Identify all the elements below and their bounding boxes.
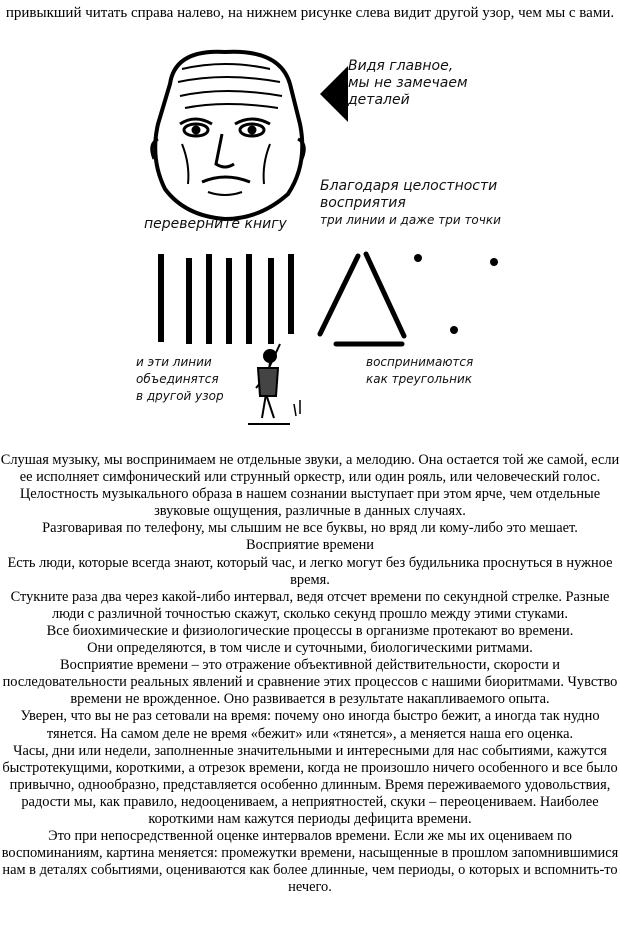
paragraph: Стукните раза два через какой-либо интервал, ведя отсчет времени по секундной стрелке. Разные люди с различной точностью скажут, сколько секунд прошло между этими стуками. (10, 588, 610, 622)
paragraph: Часы, дни или недели, заполненные значительными и интересными для нас событиями, кажутся быстротекущими, короткими, а отрезок времени, когда не произошло ничего особенного и все было привычно, однообразно, представляется особенно длинным. Время переживаемого удовольствия, радости мы, как правило, недооцениваем, а неприятностей, скуки – переоцениваем. Наиболее короткими нам кажутся периоды дефицита времени. (2, 742, 618, 827)
section-heading: Восприятие времени (245, 537, 374, 554)
caption-main-line-1: Видя главное, (348, 58, 454, 74)
caption-main (348, 58, 468, 109)
caption-integrity-line-3: три линии и даже три точки (320, 213, 501, 227)
caption-triangle (366, 354, 473, 388)
three-dots (414, 254, 498, 334)
paragraph: Они определяются, в том числе и суточными, биологическими ритмами. (87, 640, 533, 657)
intro-line: привыкший читать справа налево, на нижнем рисунке слева видит другой узор, чем мы с вами. (5, 5, 615, 21)
caption-lines-line-3: в другой узор (136, 389, 224, 403)
caption-lines (136, 354, 224, 405)
man-figure (248, 344, 300, 424)
caption-main-line-2: мы не замечаем (348, 75, 468, 91)
caption-integrity (320, 178, 501, 229)
caption-integrity-line-1: Благодаря целостности (320, 178, 498, 194)
illustration (130, 44, 530, 434)
paragraph: Разговаривая по телефону, мы слышим не все буквы, но вряд ли кому-либо это мешает. (42, 520, 578, 537)
caption-triangle-line-2: как треугольник (366, 372, 473, 386)
paragraph: Уверен, что вы не раз сетовали на время: почему оно иногда быстро бежит, а иногда так нудно тянется. На самом деле не время «бежит» или «тянется», а меняется наша его оценка. (20, 708, 600, 742)
caption-lines-line-1: и эти линии (136, 355, 212, 369)
paragraph: Все биохимические и физиологические процессы в организме протекают во времени. (46, 622, 574, 639)
arrow-triangle (320, 66, 348, 122)
face-drawing (152, 52, 305, 219)
body-text (0, 452, 620, 896)
caption-triangle-line-1: воспринимаются (366, 355, 474, 369)
caption-integrity-line-2: восприятия (320, 195, 406, 211)
caption-main-line-3: деталей (348, 92, 410, 108)
vertical-lines (158, 254, 294, 344)
paragraph: Это при непосредственной оценке интервалов времени. Если же мы их оцениваем по воспоминаниям, картина меняется: промежутки времени, насыщенные в прошлом запомнившимися нам в деталях событиями, оцениваются как более длинные, чем периоды, о которых и вспомнить-то нечего. (1, 828, 619, 896)
broken-triangle (320, 254, 404, 344)
caption-lines-line-2: объединятся (136, 372, 219, 386)
paragraph: Слушая музыку, мы воспринимаем не отдельные звуки, а мелодию. Она остается той же самой, если ее исполняет симфонический или струнный оркестр, или один рояль, или человеческий голос. Целостность музыкального образа в нашем сознании выступает при этом ярче, чем отдельные звуковые ощущения, различные в данных случаях. (0, 452, 620, 520)
caption-turn-book: переверните книгу (144, 216, 287, 232)
paragraph: Есть люди, которые всегда знают, который час, и легко могут без будильника проснуться в нужное время. (7, 554, 613, 588)
paragraph: Восприятие времени – это отражение объективной действительности, скорости и последовательности реальных явлений и сравнение этих процессов с нашими биоритмами. Чувство времени не врожденное. Оно развивается в результате накапливаемого опыта. (2, 657, 618, 708)
